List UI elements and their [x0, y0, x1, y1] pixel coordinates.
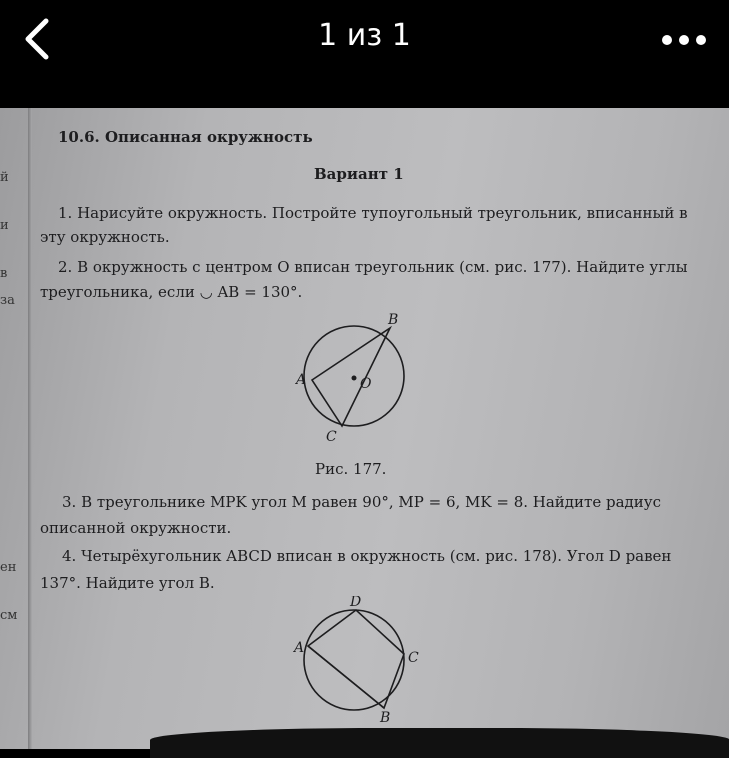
label-d: D — [350, 596, 362, 610]
problem-3-line-1: 3. В треугольнике MPK угол M равен 90°, MP = 6, MK = 8. Найдите радиус — [62, 493, 661, 511]
label-c: C — [408, 650, 419, 666]
problem-2-line-2: треугольника, если ◡ AB = 130°. — [40, 283, 303, 301]
ellipsis-icon — [661, 34, 707, 46]
label-a: A — [296, 372, 307, 388]
problem-4-line-2: 137°. Найдите угол B. — [40, 574, 215, 592]
problem-1-line-1: 1. Нарисуйте окружность. Постройте тупоугольный треугольник, вписанный в — [58, 204, 688, 222]
margin-fragment: за — [0, 293, 15, 308]
center-point-o — [352, 376, 357, 381]
problem-3-line-2: описанной окружности. — [40, 519, 232, 537]
margin-fragment: ен — [0, 560, 17, 575]
top-bar — [0, 0, 729, 88]
label-c: C — [326, 429, 337, 445]
page-counter-title: 1 из 1 — [318, 18, 411, 53]
figure-177-caption: Рис. 177. — [315, 460, 387, 478]
section-heading: 10.6. Описанная окружность — [58, 128, 313, 146]
margin-fragment: см — [0, 608, 18, 623]
label-b: B — [388, 312, 399, 328]
label-a: A — [294, 640, 305, 656]
label-o: O — [360, 376, 372, 392]
problem-4-line-1: 4. Четырёхугольник ABCD вписан в окружность (см. рис. 178). Угол D равен — [62, 547, 672, 565]
figure-177 — [290, 308, 420, 448]
margin-fragment: в — [0, 266, 8, 281]
bottom-shadow — [150, 728, 729, 758]
quad-side-ab — [308, 646, 384, 708]
margin-fragment: и — [0, 218, 9, 233]
problem-1-line-2: эту окружность. — [40, 228, 170, 246]
label-b: B — [380, 710, 391, 726]
problem-2-line-1: 2. В окружность с центром O вписан треугольник (см. рис. 177). Найдите углы — [58, 258, 688, 276]
variant-heading: Вариант 1 — [314, 165, 404, 183]
triangle-abc — [312, 328, 390, 426]
page-fold — [28, 108, 32, 749]
more-options-button[interactable] — [657, 22, 711, 58]
figure-178 — [290, 596, 430, 726]
margin-fragment: й — [0, 170, 9, 185]
